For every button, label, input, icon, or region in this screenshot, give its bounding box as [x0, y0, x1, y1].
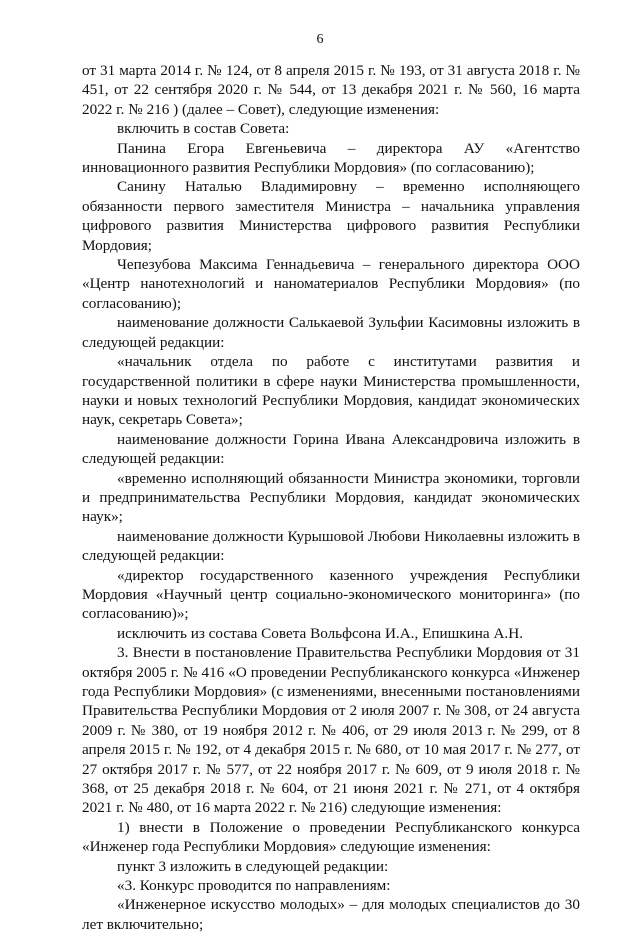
paragraph-panin: Панина Егора Евгеньевича – директора АУ «Агентство инновационного развития Республики Мордовия» (по согласованию); [82, 139, 580, 177]
paragraph-subitem-1: 1) внести в Положение о проведении Республиканского конкурса «Инженер года Республики Мордовия» следующие изменения: [82, 818, 580, 856]
paragraph-kuryshova-heading: наименование должности Курышовой Любови Николаевны изложить в следующей редакции: [82, 527, 580, 565]
paragraph-chepezubov: Чепезубова Максима Геннадьевича – генерального директора ООО «Центр нанотехнологий и наноматериалов Республики Мордовия» (по согласованию); [82, 256, 580, 312]
paragraph-gorin-heading: наименование должности Горина Ивана Александровича изложить в следующей редакции: [82, 430, 580, 468]
page-number: 6 [316, 32, 324, 47]
paragraph-item-3: 3. Внести в постановление Правительства Республики Мордовия от 31 октября 2005 г. № 416 «О проведении Республиканского конкурса «Инженер года Республики Мордовия» (с изменениями, внесенными постановлениями Правительства Республики Мордовия от 2 июля 2007 г. № 308, от 24 августа 2009 г. № 380, от 19 ноября 2012 г. № 406, от 29 июля 2013 г. № 299, от 8 апреля 2015 г. № 192, от 4 декабря 2015 г. № 680, от 10 мая 2017 г. № 277, от 27 октября 2017 г. № 577, от 22 ноября 2017 г. № 609, от 9 июля 2018 г. № 368, от 25 декабря 2018 г. № 604, от 21 июня 2021 г. № 271, от 4 октября 2021 г. № 480, от 16 марта 2022 г. № 216) следующие изменения: [82, 644, 580, 817]
paragraph-include-heading: включить в состав Совета: [117, 120, 290, 138]
paragraph-contest-directions: «3. Конкурс проводится по направлениям: [117, 877, 391, 895]
paragraph-kuryshova-position: «директор государственного казенного учреждения Республики Мордовия «Научный центр социально-экономического мониторинга» (по согласованию)»; [82, 566, 580, 623]
paragraph-continuation: от 31 марта 2014 г. № 124, от 8 апреля 2015 г. № 193, от 31 августа 2018 г. № 451, от 22 сентября 2020 г. № 544, от 13 декабря 2021 г. № 560, 16 марта 2022 г. № 216 ) (далее – Совет), следующие изменения: [82, 62, 580, 118]
paragraph-exclude: исключить из состава Совета Вольфсона И.А., Епишкина А.Н. [117, 624, 523, 642]
paragraph-sanina: Санину Наталью Владимировну – временно исполняющего обязанности первого заместителя Министра – начальника управления цифрового развития Министерства цифрового развития Республики Мордовия; [82, 178, 580, 254]
paragraph-salkaeva-position: «начальник отдела по работе с институтами развития и государственной политики в сфере науки Министерства промышленности, науки и новых технологий Республики Мордовия, кандидат экономических наук, секретарь Совета»; [82, 353, 580, 429]
document-body [82, 61, 580, 934]
paragraph-gorin-position: «временно исполняющий обязанности Министра экономики, торговли и предпринимательства Республики Мордовия, кандидат экономических наук»; [82, 469, 580, 526]
paragraph-young-engineering: «Инженерное искусство молодых» – для молодых специалистов до 30 лет включительно; [82, 896, 580, 933]
paragraph-point-3-heading: пункт 3 изложить в следующей редакции: [117, 857, 389, 875]
paragraph-salkaeva-heading: наименование должности Салькаевой Зульфии Касимовны изложить в следующей редакции: [82, 314, 580, 351]
